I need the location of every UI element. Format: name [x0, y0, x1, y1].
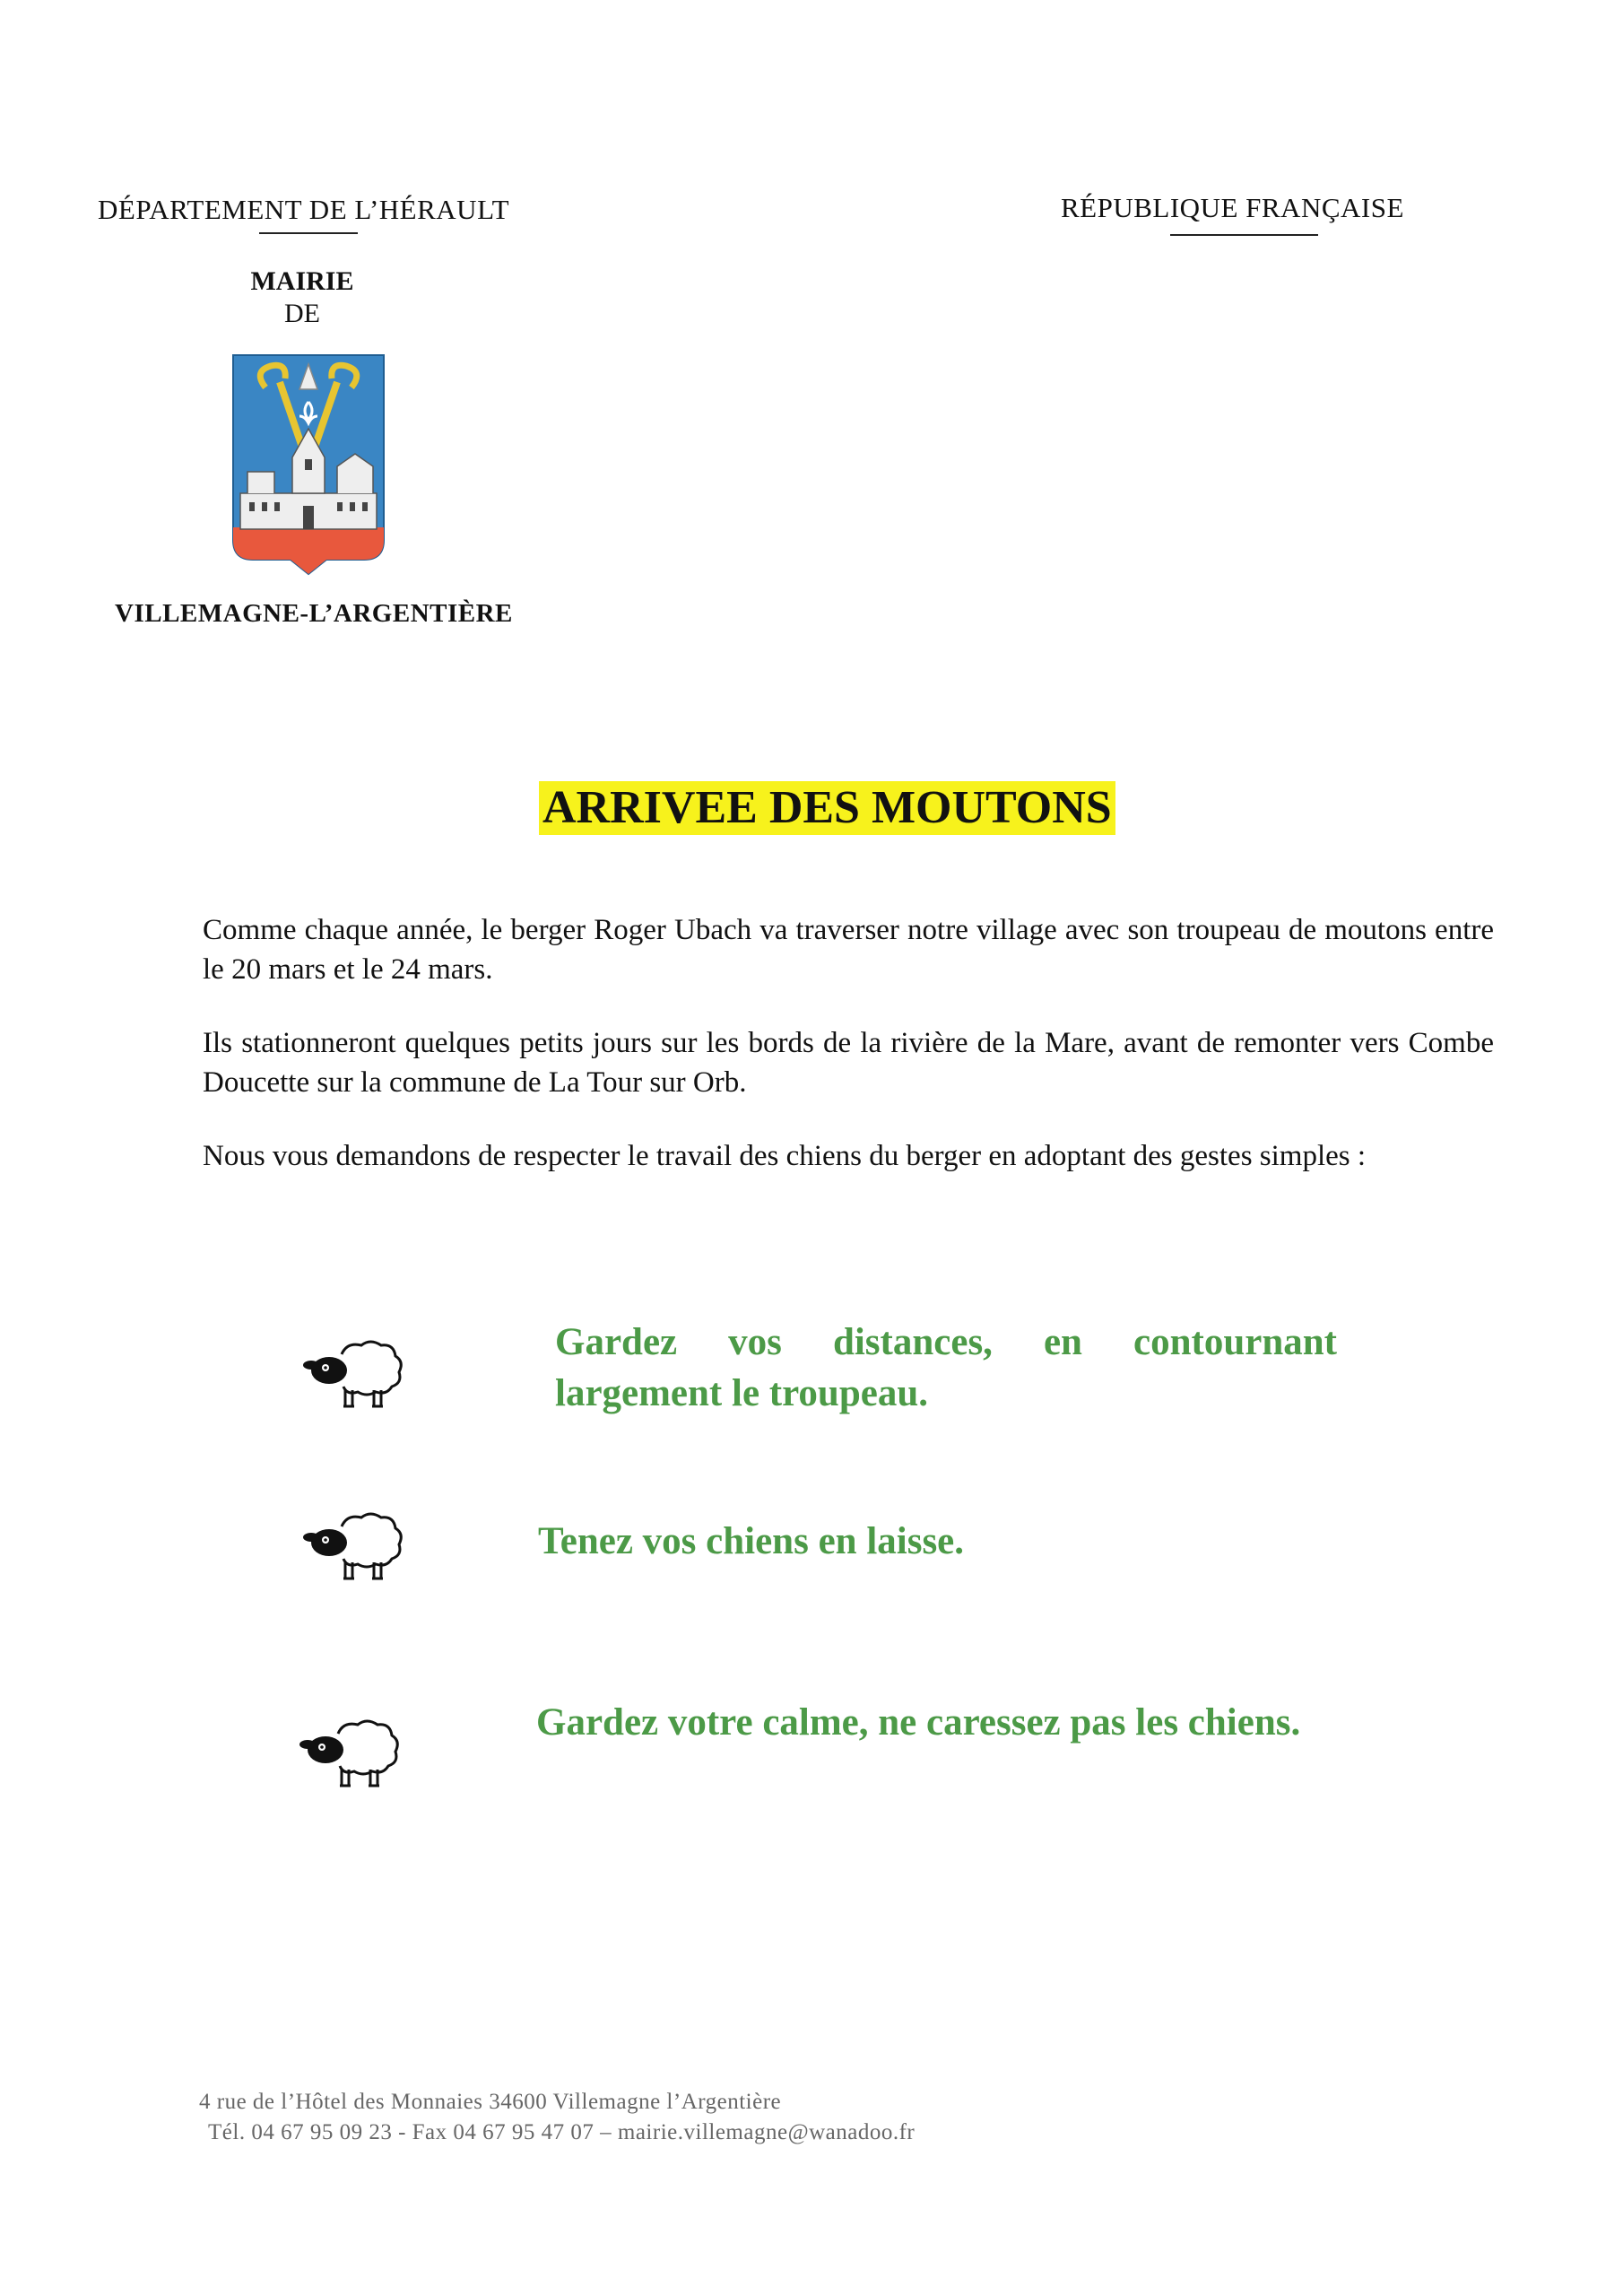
commune-name: VILLEMAGNE-L’ARGENTIÈRE: [115, 599, 513, 628]
footer-contact: Tél. 04 67 95 09 23 - Fax 04 67 95 47 07 – mairie.villemagne@wanadoo.fr: [208, 2120, 916, 2144]
department-label: DÉPARTEMENT DE L’HÉRAULT: [98, 194, 510, 225]
rule-keep-distance: Gardez vos distances, en contournant largement le troupeau.: [555, 1321, 1337, 1414]
paragraph-intro: Comme chaque année, le berger Roger Ubach va traverser notre village avec son troupeau de moutons entre le 20 mars et le 24 mars.: [203, 914, 1494, 986]
department-underline: [259, 232, 358, 234]
mairie-de-label: DE: [284, 299, 320, 328]
sheep-icon: [299, 1714, 404, 1794]
rule-stay-calm: Gardez votre calme, ne caressez pas les chiens.: [536, 1701, 1301, 1744]
footer-address: 4 rue de l’Hôtel des Monnaies 34600 Villemagne l’Argentière: [199, 2090, 782, 2114]
sheep-icon: [302, 1335, 408, 1410]
republic-label: RÉPUBLIQUE FRANÇAISE: [1061, 192, 1404, 223]
sheep-icon: [302, 1507, 408, 1587]
sheep-icon: [302, 1335, 408, 1414]
coat-of-arms-emblem: [230, 352, 387, 576]
sheep-icon: [302, 1507, 408, 1582]
paragraph-location: Ils stationneront quelques petits jours sur les bords de la rivière de la Mare, avant de remonter vers Combe Doucette sur la commune de La Tour sur Orb.: [203, 1027, 1494, 1099]
mairie-label: MAIRIE: [250, 266, 354, 296]
paragraph-request: Nous vous demandons de respecter le travail des chiens du berger en adoptant des gestes simples :: [203, 1140, 1367, 1172]
republic-underline: [1170, 234, 1318, 236]
rule-leash-dogs: Tenez vos chiens en laisse.: [538, 1520, 965, 1562]
notice-title: ARRIVEE DES MOUTONS: [539, 781, 1115, 835]
sheep-icon: [299, 1714, 404, 1789]
coat-of-arms-icon: [230, 352, 387, 576]
